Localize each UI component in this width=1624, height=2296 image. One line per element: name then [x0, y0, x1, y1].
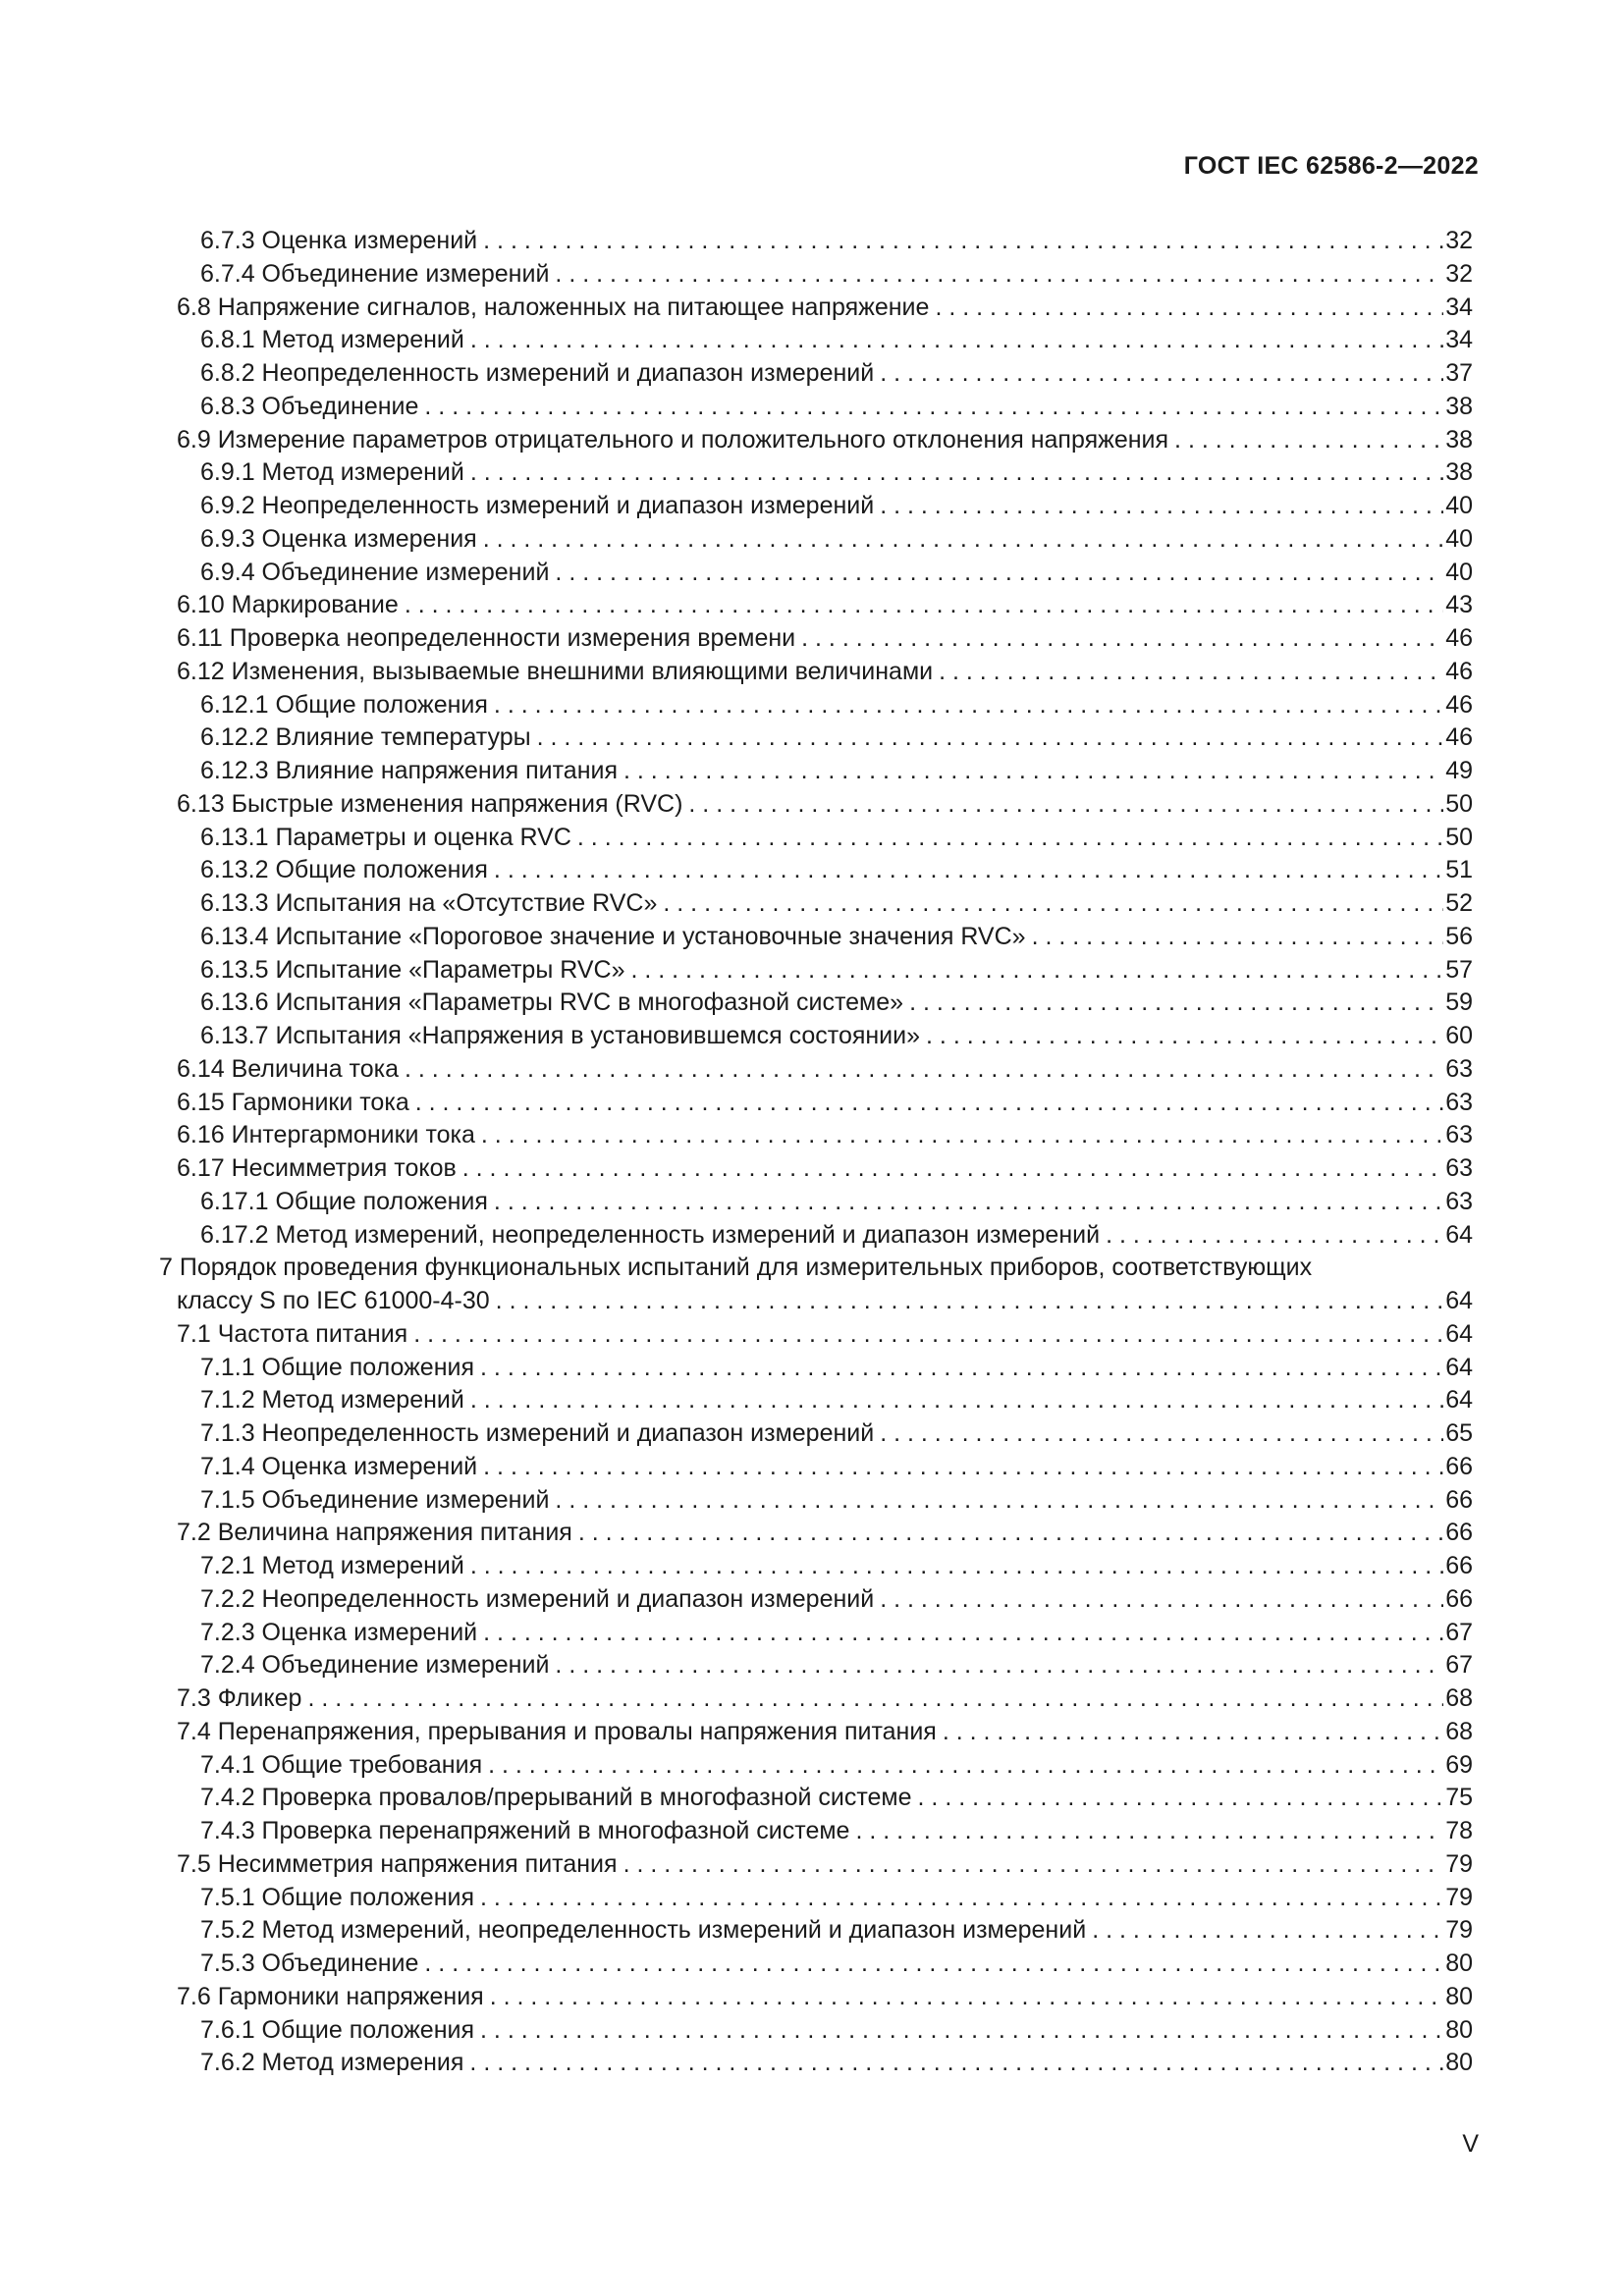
toc-entry-title: 7.4.2 Проверка провалов/прерываний в многофазной системе — [200, 1784, 912, 1812]
toc-entry-title: 7.5.3 Объединение — [200, 1949, 419, 1977]
toc-entry-title: 7.1.2 Метод измерений — [200, 1386, 464, 1415]
toc-entry-title: 6.8 Напряжение сигналов, наложенных на питающее напряжение — [177, 293, 930, 321]
toc-entry-page: 80 — [1445, 1982, 1473, 2010]
toc-dot-leader — [630, 954, 1443, 988]
toc-dot-leader — [488, 1749, 1443, 1783]
toc-dot-leader — [481, 1119, 1443, 1152]
toc-dot-leader — [480, 2014, 1443, 2048]
toc-entry[interactable] — [159, 1384, 1473, 1417]
toc-entry-title: 6.13.1 Параметры и оценка RVC — [200, 823, 571, 851]
toc-dot-leader — [496, 1285, 1444, 1318]
toc-entry-page: 79 — [1445, 1883, 1473, 1911]
toc-entry[interactable] — [159, 788, 1473, 822]
toc-dot-leader — [623, 1848, 1444, 1882]
toc-dot-leader — [483, 225, 1443, 258]
toc-entry-page: 63 — [1445, 1154, 1473, 1182]
toc-dot-leader — [1106, 1219, 1443, 1253]
toc-entry-page: 63 — [1445, 1187, 1473, 1215]
toc-dot-leader — [307, 1682, 1443, 1716]
toc-entry-page: 46 — [1445, 624, 1473, 652]
toc-entry-title: 7.6.1 Общие положения — [200, 2015, 475, 2044]
toc-entry-title: 6.13.5 Испытание «Параметры RVC» — [200, 955, 625, 984]
toc-dot-leader — [578, 1517, 1443, 1550]
toc-entry-page: 66 — [1445, 1519, 1473, 1547]
toc-entry-title: 6.7.4 Объединение измерений — [200, 259, 550, 288]
toc-entry[interactable] — [159, 954, 1473, 988]
toc-entry[interactable] — [159, 1186, 1473, 1219]
toc-entry-title: 6.12.3 Влияние напряжения питания — [200, 757, 619, 784]
toc-entry[interactable] — [159, 292, 1473, 325]
toc-entry-title: 6.17.1 Общие положения — [200, 1187, 488, 1215]
toc-entry[interactable] — [159, 755, 1473, 788]
toc-dot-leader — [555, 1649, 1443, 1682]
toc-dot-leader — [1092, 1914, 1443, 1948]
toc-entry[interactable] — [159, 225, 1473, 258]
toc-entry[interactable] — [159, 1484, 1473, 1518]
toc-entry-title: 6.15 Гармоники тока — [177, 1088, 409, 1116]
toc-entry-page: 69 — [1445, 1750, 1473, 1779]
toc-entry-page: 66 — [1445, 1552, 1473, 1579]
toc-dot-leader — [483, 1617, 1443, 1650]
toc-entry[interactable] — [159, 1053, 1473, 1087]
toc-entry-title: 7.1 Частота питания — [177, 1319, 408, 1348]
toc-entry-title: 6.14 Величина тока — [177, 1054, 400, 1083]
toc-dot-leader — [480, 1882, 1443, 1915]
toc-entry-page: 40 — [1445, 524, 1473, 553]
toc-entry[interactable] — [159, 391, 1473, 424]
toc-entry-page: 46 — [1445, 723, 1473, 752]
toc-entry[interactable] — [159, 1682, 1473, 1716]
toc-entry-title: 7.1.5 Объединение измерений — [200, 1485, 550, 1514]
toc-entry-title: 7.6.2 Метод измерения — [200, 2049, 464, 2077]
toc-entry-page: 75 — [1445, 1784, 1473, 1812]
toc-entry[interactable] — [159, 424, 1473, 457]
toc-entry[interactable] — [159, 854, 1473, 887]
toc-entry-title: 7.2.2 Неопределенность измерений и диапазон измерений — [200, 1584, 875, 1613]
toc-entry-title: 7.5 Несимметрия напряжения питания — [177, 1849, 618, 1878]
toc-dot-leader — [623, 755, 1443, 788]
toc-dot-leader — [413, 1318, 1443, 1352]
toc-entry-title: 6.9 Измерение параметров отрицательного и положительного отклонения напряжения — [177, 425, 1169, 454]
toc-entry[interactable] — [159, 357, 1473, 391]
toc-entry-title: 6.7.3 Оценка измерений — [200, 227, 478, 254]
toc-entry-page: 80 — [1445, 2015, 1473, 2044]
toc-entry-page: 66 — [1445, 1584, 1473, 1613]
toc-dot-leader — [470, 1550, 1443, 1583]
toc-entry-page: 68 — [1445, 1717, 1473, 1745]
toc-entry-page: 80 — [1445, 1949, 1473, 1977]
toc-entry[interactable] — [159, 1649, 1473, 1682]
toc-dot-leader — [1174, 424, 1443, 457]
table-of-contents — [159, 225, 1473, 2080]
toc-dot-leader — [939, 656, 1443, 689]
toc-entry-page: 49 — [1445, 757, 1473, 784]
toc-dot-leader — [415, 1087, 1443, 1120]
toc-dot-leader — [555, 557, 1443, 590]
toc-entry-page: 56 — [1445, 922, 1473, 950]
toc-entry[interactable] — [159, 689, 1473, 722]
toc-entry-page: 32 — [1445, 259, 1473, 288]
toc-entry[interactable] — [159, 921, 1473, 954]
toc-entry-title: 7.2.4 Объединение измерений — [200, 1651, 550, 1680]
toc-entry-page: 66 — [1445, 1452, 1473, 1480]
toc-entry[interactable] — [159, 987, 1473, 1020]
toc-entry-page: 63 — [1445, 1121, 1473, 1149]
toc-entry[interactable] — [159, 1318, 1473, 1352]
toc-entry[interactable] — [159, 456, 1473, 490]
toc-entry[interactable] — [159, 656, 1473, 689]
toc-entry[interactable] — [159, 1848, 1473, 1882]
toc-entry[interactable] — [159, 1981, 1473, 2014]
toc-entry-page: 68 — [1445, 1684, 1473, 1712]
toc-entry-page: 64 — [1445, 1353, 1473, 1381]
toc-entry-page: 67 — [1445, 1618, 1473, 1646]
toc-entry[interactable] — [159, 1119, 1473, 1152]
toc-dot-leader — [801, 622, 1443, 656]
toc-entry[interactable] — [159, 1417, 1473, 1451]
toc-entry-title: 6.13.2 Общие положения — [200, 856, 488, 884]
toc-entry[interactable] — [159, 2047, 1473, 2080]
toc-entry[interactable] — [159, 490, 1473, 523]
toc-entry[interactable] — [159, 1882, 1473, 1915]
toc-dot-leader — [494, 1186, 1443, 1219]
toc-entry-page: 34 — [1445, 293, 1473, 321]
toc-dot-leader — [483, 523, 1443, 557]
toc-entry-page: 51 — [1445, 856, 1473, 884]
toc-dot-leader — [688, 788, 1443, 822]
toc-entry-title: 7.2 Величина напряжения питания — [177, 1519, 572, 1547]
toc-dot-leader — [494, 854, 1443, 887]
toc-entry-title: 7.2.1 Метод измерений — [200, 1552, 464, 1579]
toc-dot-leader — [1032, 921, 1444, 954]
toc-entry-page: 78 — [1445, 1817, 1473, 1844]
toc-entry-title: 7.5.2 Метод измерений, неопределенность измерений и диапазон измерений — [200, 1916, 1087, 1945]
toc-entry[interactable] — [159, 1782, 1473, 1815]
toc-entry[interactable] — [159, 1451, 1473, 1484]
toc-dot-leader — [918, 1782, 1444, 1815]
toc-entry-title: 7.4 Перенапряжения, прерывания и провалы напряжения питания — [177, 1717, 937, 1745]
toc-entry-page: 60 — [1445, 1022, 1473, 1049]
toc-entry[interactable] — [159, 1020, 1473, 1053]
toc-dot-leader — [424, 391, 1443, 424]
toc-entry-title: 6.13.6 Испытания «Параметры RVC в многофазной системе» — [200, 988, 904, 1017]
toc-entry-page: 59 — [1445, 988, 1473, 1017]
toc-entry-page: 43 — [1445, 591, 1473, 619]
toc-entry[interactable] — [159, 1948, 1473, 1981]
toc-entry-title: 7.6 Гармоники напряжения — [177, 1982, 484, 2010]
toc-dot-leader — [424, 1948, 1443, 1981]
toc-entry-page: 40 — [1445, 558, 1473, 586]
toc-entry-title: 6.17 Несимметрия токов — [177, 1154, 457, 1182]
toc-entry-page: 79 — [1445, 1916, 1473, 1945]
toc-entry-title: 6.9.1 Метод измерений — [200, 458, 464, 487]
toc-entry-title: 6.8.2 Неопределенность измерений и диапазон измерений — [200, 359, 875, 387]
toc-entry[interactable] — [159, 1914, 1473, 1948]
toc-entry-title: 6.10 Маркирование — [177, 591, 399, 619]
toc-entry-page: 63 — [1445, 1088, 1473, 1116]
toc-entry-page: 38 — [1445, 425, 1473, 454]
toc-dot-leader — [935, 292, 1443, 325]
toc-entry-title: 7.2.3 Оценка измерений — [200, 1618, 478, 1646]
toc-entry[interactable] — [159, 1583, 1473, 1617]
toc-entry[interactable] — [159, 258, 1473, 292]
toc-entry-page: 40 — [1445, 492, 1473, 519]
toc-entry[interactable] — [159, 1219, 1473, 1253]
toc-entry-title: 6.13.7 Испытания «Напряжения в установившемся состоянии» — [200, 1022, 921, 1049]
toc-entry-title: 7.4.3 Проверка перенапряжений в многофазной системе — [200, 1817, 850, 1844]
toc-dot-leader — [470, 1384, 1443, 1417]
toc-entry[interactable] — [159, 721, 1473, 755]
toc-dot-leader — [943, 1716, 1443, 1749]
toc-entry-title: 7 Порядок проведения функциональных испытаний для измерительных приборов, соответствующих — [159, 1254, 1313, 1282]
toc-entry-title: 6.13.4 Испытание «Пороговое значение и установочные значения RVC» — [200, 922, 1026, 950]
toc-entry-page: 63 — [1445, 1054, 1473, 1083]
toc-dot-leader — [555, 1484, 1443, 1518]
toc-entry[interactable] — [159, 1716, 1473, 1749]
toc-entry-title: 6.8.1 Метод измерений — [200, 326, 464, 354]
toc-dot-leader — [405, 589, 1443, 622]
toc-dot-leader — [577, 822, 1443, 855]
toc-entry-title: 6.12 Изменения, вызываемые внешними влияющими величинами — [177, 657, 934, 685]
toc-entry-page: 64 — [1445, 1386, 1473, 1415]
toc-entry[interactable] — [159, 557, 1473, 590]
toc-entry-title: 6.12.1 Общие положения — [200, 690, 488, 719]
toc-entry-page: 80 — [1445, 2049, 1473, 2077]
toc-entry[interactable] — [159, 1352, 1473, 1385]
toc-dot-leader — [926, 1020, 1443, 1053]
toc-entry-page: 50 — [1445, 789, 1473, 818]
page-number: V — [1462, 2130, 1479, 2158]
toc-entry[interactable] — [159, 2014, 1473, 2048]
toc-dot-leader — [537, 721, 1444, 755]
toc-entry-page: 32 — [1445, 227, 1473, 254]
toc-entry[interactable] — [159, 1152, 1473, 1186]
toc-entry[interactable] — [159, 1815, 1473, 1848]
toc-entry[interactable] — [159, 622, 1473, 656]
toc-entry-title: 7.1.3 Неопределенность измерений и диапазон измерений — [200, 1419, 875, 1447]
toc-entry-page: 65 — [1445, 1419, 1473, 1447]
toc-entry-page: 46 — [1445, 657, 1473, 685]
toc-dot-leader — [880, 1583, 1443, 1617]
toc-entry-title: 6.8.3 Объединение — [200, 392, 419, 420]
toc-entry-title: 7.4.1 Общие требования — [200, 1750, 483, 1779]
toc-entry-page: 57 — [1445, 955, 1473, 984]
toc-dot-leader — [663, 887, 1443, 921]
toc-dot-leader — [555, 258, 1443, 292]
toc-entry-title: 6.17.2 Метод измерений, неопределенность измерений и диапазон измерений — [200, 1220, 1101, 1249]
toc-dot-leader — [480, 1352, 1443, 1385]
toc-entry[interactable] — [159, 523, 1473, 557]
toc-entry[interactable] — [159, 887, 1473, 921]
toc-dot-leader — [483, 1451, 1443, 1484]
toc-dot-leader — [880, 490, 1443, 523]
toc-entry-page: 64 — [1445, 1319, 1473, 1348]
toc-entry[interactable] — [159, 1550, 1473, 1583]
toc-entry[interactable] — [159, 1517, 1473, 1550]
toc-entry-page: 38 — [1445, 392, 1473, 420]
toc-entry[interactable] — [159, 1087, 1473, 1120]
toc-entry-title: 7.1.4 Оценка измерений — [200, 1452, 478, 1480]
toc-entry-page: 66 — [1445, 1485, 1473, 1514]
toc-entry-title: классу S по IEC 61000-4-30 — [177, 1287, 490, 1314]
toc-entry[interactable] — [159, 1252, 1473, 1285]
toc-entry-page: 34 — [1445, 326, 1473, 354]
toc-dot-leader — [470, 324, 1443, 357]
toc-entry[interactable] — [159, 589, 1473, 622]
toc-entry-title: 7.5.1 Общие положения — [200, 1883, 475, 1911]
toc-entry-page: 64 — [1445, 1287, 1473, 1314]
toc-entry-title: 6.9.4 Объединение измерений — [200, 558, 550, 586]
toc-entry-page: 79 — [1445, 1849, 1473, 1878]
toc-entry-title: 6.12.2 Влияние температуры — [200, 723, 531, 752]
toc-entry[interactable] — [159, 324, 1473, 357]
toc-dot-leader — [469, 2047, 1443, 2080]
toc-dot-leader — [494, 689, 1443, 722]
toc-dot-leader — [909, 987, 1443, 1020]
toc-dot-leader — [490, 1981, 1443, 2014]
toc-entry-title: 6.13.3 Испытания на «Отсутствие RVC» — [200, 889, 658, 917]
toc-dot-leader — [462, 1152, 1443, 1186]
toc-entry-title: 6.11 Проверка неопределенности измерения времени — [177, 624, 796, 652]
toc-dot-leader — [470, 456, 1443, 490]
toc-entry-title: 6.16 Интергармоники тока — [177, 1121, 475, 1149]
toc-entry[interactable] — [159, 1617, 1473, 1650]
toc-entry[interactable] — [159, 1285, 1473, 1318]
toc-entry-page: 52 — [1445, 889, 1473, 917]
toc-entry-title: 7.3 Фликер — [177, 1684, 302, 1712]
toc-entry-page: 37 — [1445, 359, 1473, 387]
toc-entry[interactable] — [159, 1749, 1473, 1783]
toc-entry-page: 38 — [1445, 458, 1473, 487]
toc-entry-title: 6.13 Быстрые изменения напряжения (RVC) — [177, 789, 683, 818]
toc-entry-title: 6.9.2 Неопределенность измерений и диапазон измерений — [200, 492, 875, 519]
toc-entry-page: 50 — [1445, 823, 1473, 851]
toc-entry[interactable] — [159, 822, 1473, 855]
toc-entry-page: 46 — [1445, 690, 1473, 719]
toc-entry-page: 64 — [1445, 1220, 1473, 1249]
toc-dot-leader — [880, 357, 1443, 391]
toc-entry-page: 67 — [1445, 1651, 1473, 1680]
toc-dot-leader — [855, 1815, 1443, 1848]
toc-dot-leader — [405, 1053, 1443, 1087]
toc-entry-title: 6.9.3 Оценка измерения — [200, 524, 477, 553]
toc-entry-title: 7.1.1 Общие положения — [200, 1353, 475, 1381]
document-id-header: ГОСТ IEC 62586-2—2022 — [1183, 152, 1479, 180]
toc-dot-leader — [880, 1417, 1443, 1451]
